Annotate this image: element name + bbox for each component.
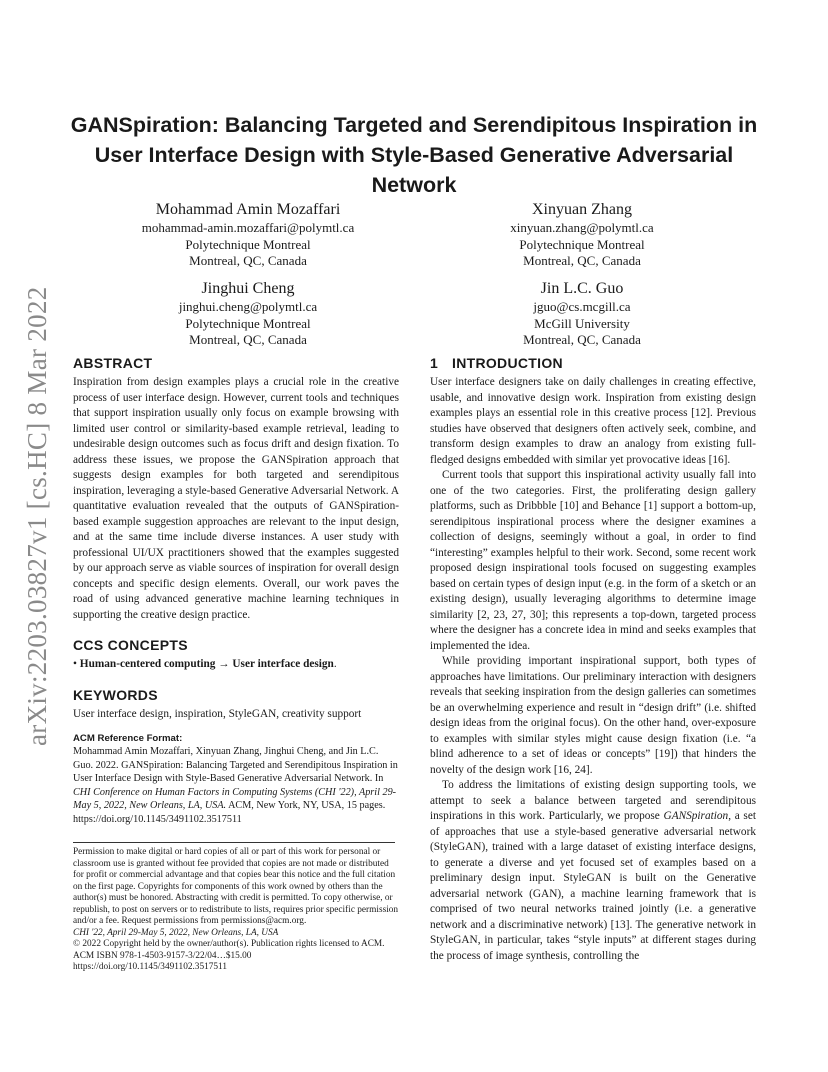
ccs-bullet: • xyxy=(73,658,77,670)
author-affiliation: Polytechnique Montreal xyxy=(185,315,311,331)
right-column xyxy=(430,353,756,964)
ganspiration-term: GANSpiration xyxy=(663,810,729,822)
section-title: INTRODUCTION xyxy=(452,355,563,371)
intro-p4-end: , a set of approaches that use a style-based generative adversarial network (StyleGAN), trained with a large dataset of existing interface designs, to generate a diverse and yet focused set of examples based on a preliminary design input. StyleGAN is built on the Generative adversarial network (GAN), a machine learning framework that is comprised of two neural networks trained jointly (i.e. a generative network and a discriminative network) [13]. The generative network in StyleGAN, in particular, takes “style inputs” at different stages during the process of image synthesis, controlling the xyxy=(430,810,756,962)
author-affiliation: Polytechnique Montreal xyxy=(519,236,645,252)
intro-paragraph-2: Current tools that support this inspirational activity usually fall into one of the two categories. First, the proliferating design gallery platforms, such as Dribbble [10] and Behance [1] support a bottom-up, serendipitous inspirational process where the designer examines a collection of designs, seemingly without a goal, in order to find “interesting” examples helpful to their work. Second, some recent work proposed design inspirational tools focused on suggesting examples based on certain types of design input (e.g. in the form of a sketch or an existing design), usually leveraging algorithms to determine image similarity [2, 23, 27, 30]; this represents a top-down, targeted process where the designer has a concrete idea in mind and seeks examples that implemented the idea. xyxy=(430,469,756,652)
footnote-rule xyxy=(73,842,395,843)
permission-copyright: © 2022 Copyright held by the owner/author(s). Publication rights licensed to ACM. xyxy=(73,939,385,949)
author-location: Montreal, QC, Canada xyxy=(189,332,307,347)
author-location: Montreal, QC, Canada xyxy=(523,253,641,268)
author-affiliation: Polytechnique Montreal xyxy=(185,236,311,252)
author-location: Montreal, QC, Canada xyxy=(523,332,641,347)
intro-paragraph-4 xyxy=(430,778,756,964)
keywords-heading: KEYWORDS xyxy=(73,686,158,703)
author-name: Jinghui Cheng xyxy=(201,280,295,297)
author-email: mohammad-amin.mozaffari@polymtl.ca xyxy=(141,220,355,235)
acm-reference-heading: ACM Reference Format: xyxy=(73,733,183,744)
keywords-text: User interface design, inspiration, StyleGAN, creativity support xyxy=(73,707,362,720)
abstract-text: Inspiration from design examples plays a crucial role in the creative process of user interface design. However, current tools and techniques that support inspiration usually only focus on example browsing with limited user control or similarity-based example retrieval, leading to undesirable design outcomes such as focus drift and design fixation. To address these issues, we propose the GANSpiration approach that suggests design examples for both targeted and serendipitous inspiration, leveraging a style-based Generative Adversarial Network. A quantitative evaluation revealed that the outputs of GANSpiration-based example suggestion approaches are relevant to the input design, and at the same time include diverse instances. A user study with professional UI/UX practitioners showed that the examples suggested by our approach serve as viable sources of inspiration for overall design concepts and specific design elements. Overall, our work paves the road of using advanced generative machine learning techniques in supporting the creative design practice. xyxy=(73,376,399,621)
acm-reference-text xyxy=(73,745,399,826)
permission-isbn: ACM ISBN 978-1-4503-9157-3/22/04…$15.00 xyxy=(73,950,252,961)
author-name: Mohammad Amin Mozaffari xyxy=(155,201,341,218)
author-block-4 xyxy=(432,278,732,349)
paper-title: GANSpiration: Balancing Targeted and Serendipitous Inspiration in User Interface Design with Style-Based Generative Adversarial Network xyxy=(70,113,758,197)
arxiv-side-label: arXiv:2203.03827v1 [cs.HC] 8 Mar 2022 xyxy=(22,286,52,746)
abstract-heading: ABSTRACT xyxy=(73,355,153,371)
acm-reference-line1: Mohammad Amin Mozaffari, Xinyuan Zhang, Jinghui Cheng, and Jin L.C. Guo. 2022. GANSpiration: Balancing Targeted and Serendipitous Inspiration in User Interface Design with Style-Based Generative Adversarial Network. In xyxy=(73,746,398,784)
acm-reference-venue: CHI Conference on Human Factors in Computing Systems (CHI '22), April 29-May 5, 2022, New Orleans, LA, USA. xyxy=(73,786,397,811)
author-affiliation: McGill University xyxy=(534,315,630,331)
author-email: xinyuan.zhang@polymtl.ca xyxy=(510,220,654,235)
author-block-3 xyxy=(98,278,398,349)
intro-p4-start: To address the limitations of existing design supporting tools, we attempt to seek a balance between targeted and serendipitous inspirations in this work. Particularly, we propose xyxy=(430,779,756,822)
ccs-concepts xyxy=(73,657,399,673)
author-email: jinghui.cheng@polymtl.ca xyxy=(178,299,318,314)
ccs-heading: CCS CONCEPTS xyxy=(73,637,188,653)
author-block-2 xyxy=(432,199,732,270)
author-location: Montreal, QC, Canada xyxy=(189,253,307,268)
permission-doi: https://doi.org/10.1145/3491102.3517511 xyxy=(73,962,228,972)
ccs-tail: . xyxy=(333,658,337,670)
intro-paragraph-1: User interface designers take on daily challenges in creating effective, usable, and innovative design work. Inspiration from existing design examples plays an essential role in this creative process [12]. Previous studies have observed that designers often actively seek, combine, and transform design examples to draw an analogy from existing full-fledged designs embedded with similar yet provocative ideas [16]. xyxy=(430,376,756,466)
section-number: 1 xyxy=(430,355,439,371)
permission-conference: CHI '22, April 29-May 5, 2022, New Orleans, LA, USA xyxy=(73,927,279,938)
intro-heading xyxy=(430,353,756,373)
left-column xyxy=(73,353,399,974)
author-email: jguo@cs.mcgill.ca xyxy=(533,299,631,314)
author-name: Xinyuan Zhang xyxy=(532,201,632,218)
author-name: Jin L.C. Guo xyxy=(540,280,624,297)
intro-paragraph-3: While providing important inspirational support, both types of approaches have limitations. Our preliminary interaction with designers reveals that seeking inspiration from the design galleries can sometimes be an overwhelming experience and result in “design drift” (i.e. shifted design ideas from the original focus). On the other hand, over-exposure to examples with similar styles might cause design fixation (i.e. “a blind adherence to a set of ideas or concepts” [19]) that hinders the novelty of the design work [16, 24]. xyxy=(430,655,756,776)
permission-text: Permission to make digital or hard copies of all or part of this work for personal or classroom use is granted without fee provided that copies are not made or distributed for profit or commercial advantage and that copies bear this notice and the full citation on the first page. Copyrights for components of this work owned by others than the author(s) must be honored. Abstracting with credit is permitted. To copy otherwise, or republish, to post on servers or to redistribute to lists, requires prior specific permission and/or a fee. Request permissions from permissions@acm.org. xyxy=(73,847,399,926)
ccs-concept-text: Human-centered computing → User interface design xyxy=(79,658,334,670)
acm-reference-line2: ACM, New York, NY, USA, 15 pages. https://doi.org/10.1145/3491102.3517511 xyxy=(73,800,386,825)
author-block-1 xyxy=(98,199,398,270)
